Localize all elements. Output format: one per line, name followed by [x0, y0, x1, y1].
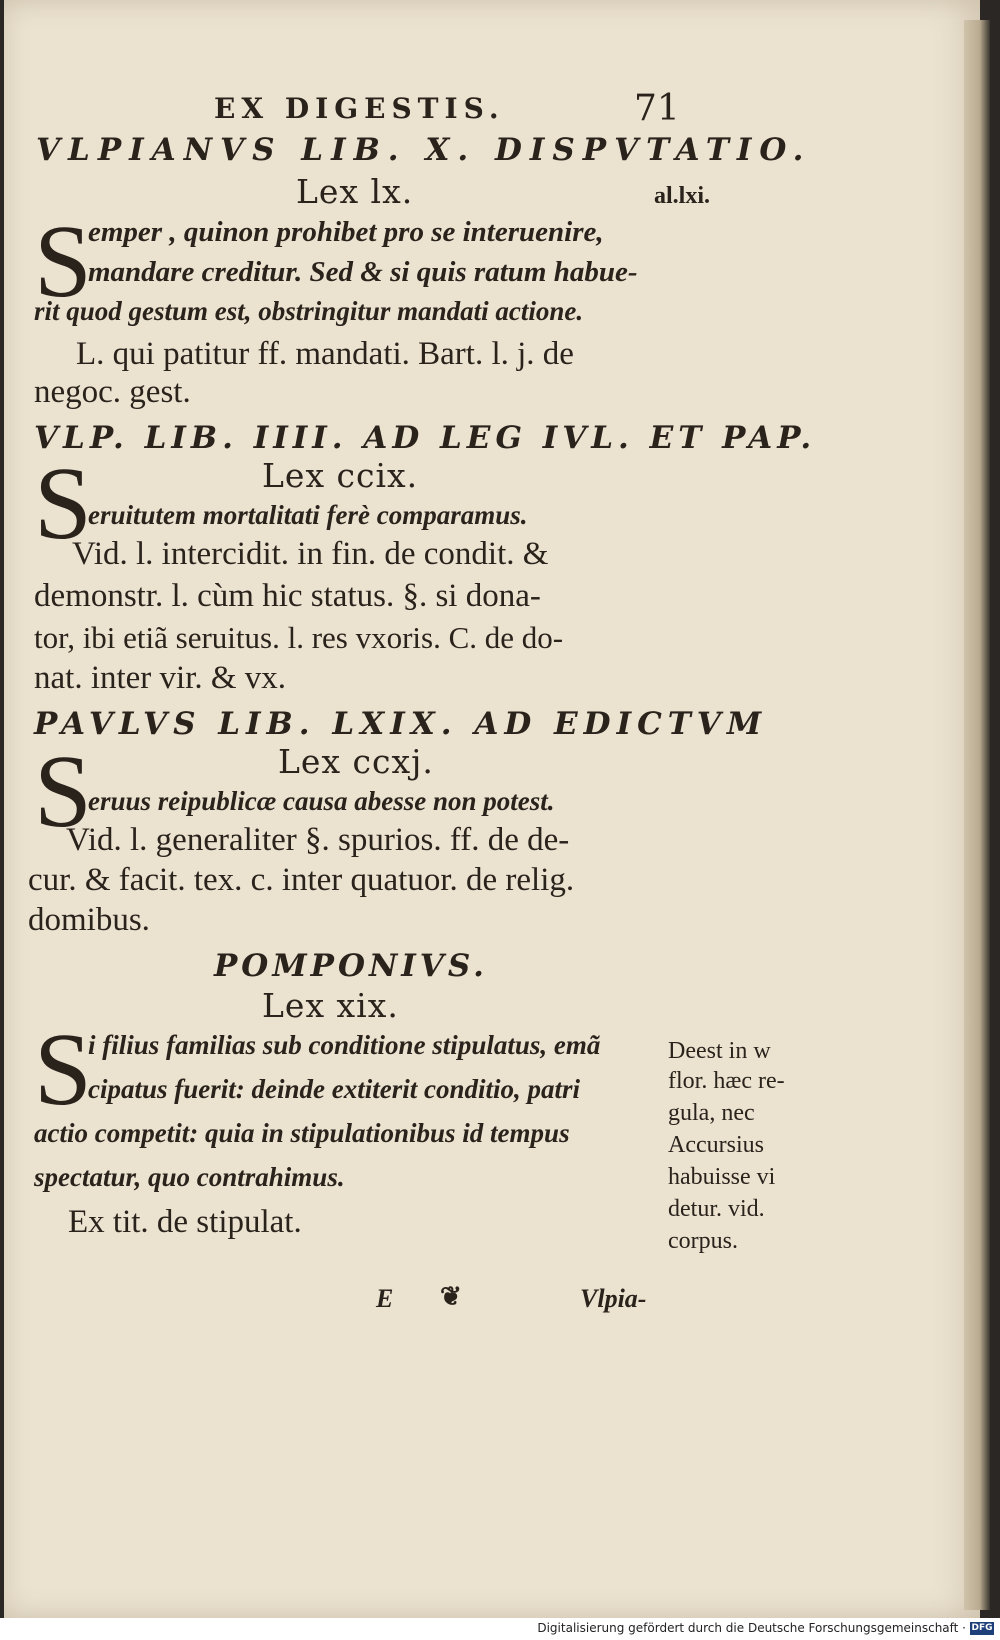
margin-note: Accursius: [668, 1132, 764, 1158]
margin-note: habuisse vi: [668, 1164, 776, 1190]
section-heading: POMPONIVS.: [214, 948, 488, 984]
margin-note: gula, nec: [668, 1100, 755, 1126]
margin-note: al.lxi.: [654, 183, 711, 209]
text-line: mandare creditur. Sed & si quis ratum habue-: [88, 256, 638, 288]
text-line: eruus reipublicæ causa abesse non potest.: [88, 786, 555, 816]
text-line: rit quod gestum est, obstringitur mandati actione.: [34, 296, 584, 326]
text-line: cur. & facit. tex. c. inter quatuor. de relig.: [28, 862, 575, 898]
text-line: actio competit: quia in stipulationibus id tempus: [34, 1118, 570, 1148]
text-line: negoc. gest.: [34, 374, 191, 410]
folio-number: 71: [634, 88, 680, 129]
lex-title: Lex lx.: [296, 172, 414, 211]
margin-note: corpus.: [668, 1228, 738, 1254]
lex-title: Lex xix.: [262, 986, 399, 1025]
drop-cap: S: [34, 734, 92, 849]
text-line: i filius familias sub conditione stipulatus, emã: [88, 1030, 601, 1060]
footer-credit: Digitalisierung gefördert durch die Deutsche Forschungsgemeinschaft ·: [537, 1621, 966, 1635]
section-heading: PAVLVS LIB. LXIX. AD EDICTVM: [34, 706, 768, 742]
fleuron-ornament: ❦: [440, 1282, 462, 1311]
text-line: tor, ibi etiã seruitus. l. res vxoris. C. de do-: [34, 620, 564, 655]
margin-note: Deest in w: [668, 1038, 771, 1064]
signature-mark: E: [376, 1284, 394, 1313]
section-heading: VLPIANVS LIB. X. DISPVTATIO.: [36, 132, 812, 168]
text-line: demonstr. l. cùm hic status. §. si dona-: [34, 578, 541, 614]
text-line: spectatur, quo contrahimus.: [34, 1162, 345, 1192]
lex-title: Lex ccxj.: [278, 742, 434, 781]
margin-note: detur. vid.: [668, 1196, 765, 1222]
text-line: nat. inter vir. & vx.: [34, 660, 287, 696]
text-line: eruitutem mortalitati ferè comparamus.: [88, 500, 528, 530]
lex-title: Lex ccix.: [262, 456, 419, 495]
drop-cap: S: [34, 1012, 92, 1127]
section-heading: VLP. LIB. IIII. AD LEG IVL. ET PAP.: [34, 420, 817, 456]
page-edge: [964, 20, 990, 1610]
text-line: cipatus fuerit: deinde extiterit conditio, patri: [88, 1074, 580, 1104]
running-head: EX DIGESTIS.: [214, 92, 505, 125]
text-line: Vid. l. generaliter §. spurios. ff. de de-: [66, 822, 570, 858]
text-line: Ex tit. de stipulat.: [68, 1204, 302, 1240]
dfg-logo: DFG: [971, 1623, 993, 1633]
text-line: Vid. l. intercidit. in fin. de condit. &: [72, 536, 549, 572]
catchword: Vlpia-: [580, 1284, 647, 1313]
drop-cap: S: [34, 204, 92, 319]
text-line: L. qui patitur ff. mandati. Bart. l. j. de: [76, 336, 574, 372]
digitization-footer: [0, 1618, 1000, 1640]
text-line: domibus.: [28, 902, 150, 938]
margin-note: flor. hæc re-: [668, 1068, 785, 1094]
text-line: emper , quinon prohibet pro se interuenire,: [88, 216, 604, 248]
drop-cap: S: [34, 446, 92, 561]
book-page: [4, 0, 980, 1618]
